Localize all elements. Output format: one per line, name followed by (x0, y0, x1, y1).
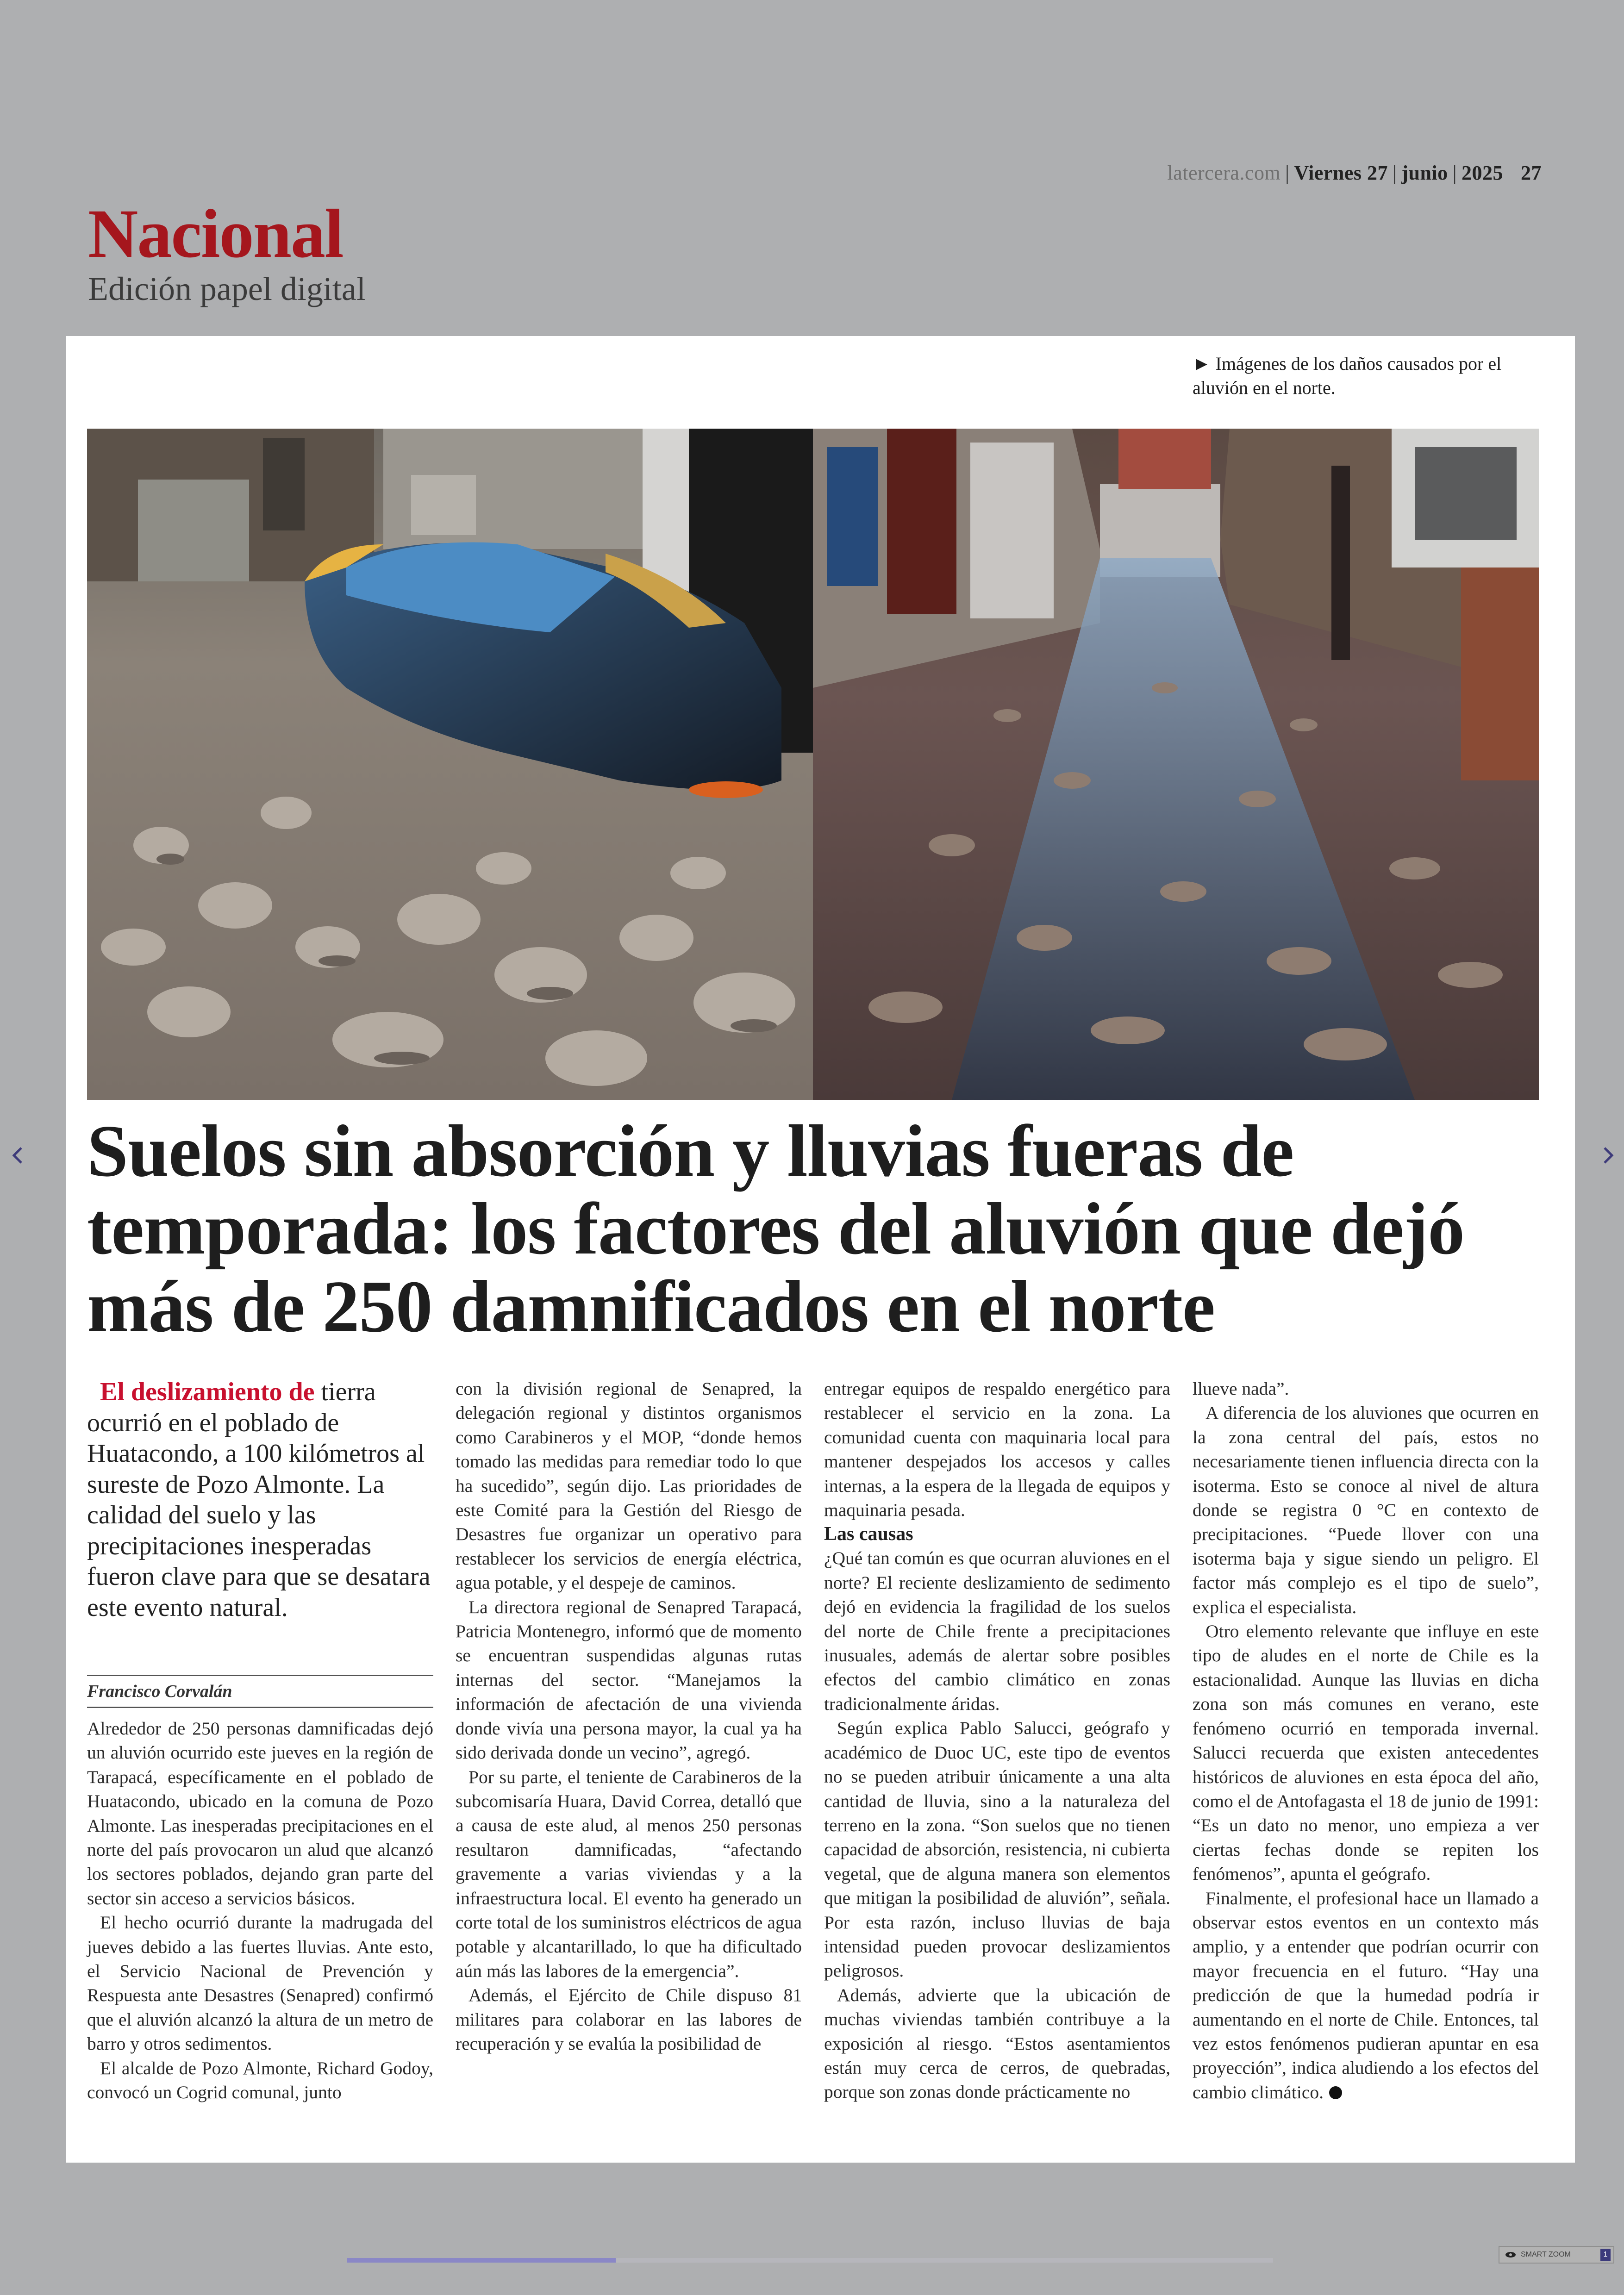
paragraph: Otro elemento relevante que influye en este tipo de aludes en el norte de Chile es la estacionalidad. Aunque las lluvias en dicha zona son más comunes en verano, este fenómeno ocurrió en temporada invernal. Salucci recuerda que existen antecedentes históricos de aluviones en esta época del año, como el de Antofagasta el 18 de junio de 1991: “Es un dato no menor, uno empieza a ver ciertas fechas donde se repiten los fenómenos”, apunta el geógrafo. (1193, 1621, 1539, 1884)
paragraph-text: Finalmente, el profesional hace un llamado a observar estos eventos en un contexto más amplio, y a entender que podrían ocurrir con mayor frecuencia en el futuro. “Hay una predicción de que la humedad podría ir aumentando en el norte de Chile. Entonces, tal vez estos fenómenos pudieran apuntar en esa proyección”, indica aludiendo a los efectos del cambio climático. (1193, 1888, 1539, 2102)
article-column-1 (87, 1377, 433, 2105)
article-column-3 (824, 1377, 1170, 2104)
reading-progress-fill (347, 2258, 616, 2263)
paragraph: Alrededor de 250 personas damnificadas dejó un aluvión ocurrido este jueves en la región de Tarapacá, específicamente en el poblado de Huatacondo, ubicado en la comuna de Pozo Almonte. Las inesperadas precipitaciones en el norte del país provocaron un alud que alcanzó los sectores poblados, dejando gran parte del sector sin acceso a servicios básicos. (87, 1718, 433, 1908)
subhead-causes: Las causas (824, 1523, 913, 1545)
section-subtitle: Edición papel digital (88, 270, 366, 307)
page-indicator: 1 (1600, 2249, 1611, 2261)
masthead-month: junio (1401, 162, 1448, 184)
next-page-button[interactable] (1599, 1141, 1618, 1169)
paragraph: ¿Qué tan común es que ocurran aluviones en el norte? El reciente deslizamiento de sedimento dejó en evidencia la fragilidad de los suelos del norte de Chile frente a precipitaciones inusuales, además de alertar sobre posibles efectos del cambio climático en zonas tradicionalmente áridas. (824, 1548, 1170, 1714)
photo-muddy-street (813, 429, 1539, 1100)
paragraph: Además, advierte que la ubicación de muchas viviendas también contribuye a la exposición al riesgo. “Estos asentamientos están muy cerca de cerros, de quebradas, porque son zonas donde prácticamente no (824, 1984, 1170, 2102)
end-of-article-icon (1329, 2086, 1342, 2099)
paragraph: El hecho ocurrió durante la madrugada del jueves debido a las fuertes lluvias. Ante esto, el Servicio Nacional de Prevención y Respuesta ante Desastres (Senapred) confirmó que el aluvión alcanzó la altura de un metro de barro y otros sedimentos. (87, 1912, 433, 2054)
lead-text: tierra ocurrió en el poblado de Huatacondo, a 100 kilómetros al sureste de Pozo Almonte. La calidad del suelo y las precipitaciones inesperadas fueron clave para que se desatara este evento natural. (87, 1378, 431, 1622)
paragraph: A diferencia de los aluviones que ocurren en la zona central del país, estos no necesariamente tienen influencia directa con la isoterma. Esto se conoce al nivel de altura donde se registra 0 °C en contexto de precipitaciones. “Puede llover con una isoterma baja y sigue siendo un peligro. El factor más complejo es el tipo de suelo”, explica el especialista. (1193, 1403, 1539, 1617)
paragraph: La directora regional de Senapred Tarapacá, Patricia Montenegro, informó que de momento se encuentran suspendidas algunas rutas internas del sector. “Manejamos la información de afectación de una vivienda donde vivía una persona mayor, la cual ya ha sido derivada donde un vecino”, agregó. (456, 1597, 802, 1763)
lead-highlight: El deslizamiento de (100, 1378, 315, 1406)
section-title: Nacional (88, 195, 343, 272)
previous-page-button[interactable] (8, 1141, 27, 1169)
masthead-year: 2025 (1462, 162, 1503, 184)
paragraph: Según explica Pablo Salucci, geógrafo y académico de Duoc UC, este tipo de eventos no se pueden atribuir únicamente a una alta cantidad de lluvia, sino a la naturaleza del terreno en la zona. “Son suelos que no tienen capacidad de absorción, resistencia, ni cubierta vegetal, que de alguna manera son elementos que mitigan la posibilidad de aluvión”, señala. Por esta razón, incluso lluvias de baja intensidad pueden provocar deslizamientos peligrosos. (824, 1718, 1170, 1981)
article-lead (87, 1377, 433, 1623)
paragraph: Por su parte, el teniente de Carabineros de la subcomisaría Huara, David Correa, detalló que a causa de este alud, al menos 250 personas resultaron damnificadas, “afectando gravemente a varias viviendas y a la infraestructura local. El evento ha generado un corte total de los suministros eléctricos de agua potable y alcantarillado, lo que ha dificultado aún más las labores de la emergencia”. (456, 1766, 802, 1981)
smart-zoom-button[interactable] (1499, 2246, 1614, 2264)
photo-gallery (87, 429, 1539, 1100)
page-number: 27 (1521, 162, 1542, 184)
eye-icon (1505, 2251, 1516, 2258)
site-name: latercera.com (1167, 162, 1281, 184)
paragraph (1193, 1886, 1539, 2105)
page-masthead: latercera.com | Viernes 27 | junio | 2025 27 (1167, 162, 1542, 184)
paragraph: entregar equipos de respaldo energético para restablecer el servicio en la zona. La comunidad cuenta con maquinaria local para mantener despejados los accesos y calles internas, a la espera de la llegada de equipos y maquinaria pesada. (824, 1378, 1170, 1521)
article-headline: Suelos sin absorción y lluvias fueras de temporada: los factores del aluvión que dejó más de 250 damnificados en el norte (87, 1110, 1465, 1347)
reading-progress-bar[interactable] (347, 2258, 1273, 2263)
smart-zoom-label: SMART ZOOM (1521, 2251, 1571, 2258)
newspaper-page (66, 336, 1575, 2163)
chevron-right-icon (1599, 1141, 1618, 1169)
masthead-day: Viernes 27 (1294, 162, 1388, 184)
photo-buried-car (87, 429, 813, 1100)
byline: Francisco Corvalán (87, 1675, 433, 1708)
paragraph: El alcalde de Pozo Almonte, Richard Godoy, convocó un Cogrid comunal, junto (87, 2058, 433, 2103)
paragraph: llueve nada”. (1193, 1378, 1289, 1399)
article-column-4 (1193, 1377, 1539, 2104)
paragraph: con la división regional de Senapred, la delegación regional y distintos organismos como Carabineros y el MOP, “donde hemos tomado las medidas para remediar todo lo que ha sucedido”, según dijo. Las prioridades de este Comité para la Gestión del Riesgo de Desastres fue organizar un operativo para restablecer los servicios de energía eléctrica, agua potable, y el despeje de caminos. (456, 1378, 802, 1593)
chevron-left-icon (8, 1141, 27, 1169)
photo-caption: ► Imágenes de los daños causados por el aluvión en el norte. (1193, 353, 1502, 398)
paragraph: Además, el Ejército de Chile dispuso 81 militares para colaborar en las labores de recuperación y se evalúa la posibilidad de (456, 1985, 802, 2054)
article-column-2 (456, 1377, 802, 2056)
